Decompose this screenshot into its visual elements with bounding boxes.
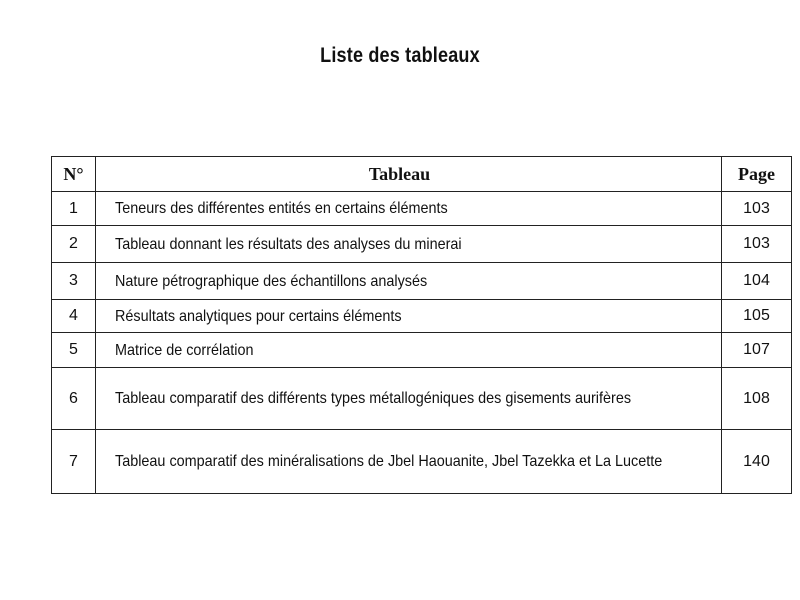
- row-title-text: Teneurs des différentes entités en certains éléments: [115, 200, 448, 217]
- list-of-tables: [51, 156, 792, 494]
- row-page: 104: [722, 263, 792, 300]
- table-row: [52, 368, 792, 430]
- page-title: Liste des tableaux: [320, 44, 480, 67]
- row-page: 108: [722, 368, 792, 430]
- row-page: 140: [722, 430, 792, 494]
- row-title-text: Nature pétrographique des échantillons analysés: [115, 272, 428, 290]
- table-row: [52, 192, 792, 226]
- header-table: Tableau: [96, 157, 722, 192]
- row-number: 6: [52, 368, 96, 430]
- header-number: N°: [52, 157, 96, 192]
- table-row: [52, 430, 792, 494]
- row-title-text: Tableau comparatif des différents types métallogéniques des gisements aurifères: [115, 390, 632, 407]
- row-number: 7: [52, 430, 96, 494]
- row-title: [96, 300, 722, 333]
- row-title: [96, 263, 722, 300]
- row-number: 4: [52, 300, 96, 333]
- table-row: [52, 333, 792, 368]
- row-title: [96, 430, 722, 494]
- row-title-text: Résultats analytiques pour certains éléments: [115, 307, 402, 325]
- row-title-text: Matrice de corrélation: [115, 341, 254, 359]
- row-page: 103: [722, 192, 792, 226]
- row-page: 105: [722, 300, 792, 333]
- row-title-text: Tableau donnant les résultats des analyses du minerai: [115, 235, 462, 253]
- row-page: 107: [722, 333, 792, 368]
- row-title: [96, 226, 722, 263]
- header-page: Page: [722, 157, 792, 192]
- table-header-row: [52, 157, 792, 192]
- row-title: [96, 192, 722, 226]
- row-number: 5: [52, 333, 96, 368]
- row-title: [96, 368, 722, 430]
- table-row: [52, 263, 792, 300]
- row-title-text: Tableau comparatif des minéralisations de Jbel Haouanite, Jbel Tazekka et La Lucette: [115, 453, 663, 470]
- row-page: 103: [722, 226, 792, 263]
- row-number: 2: [52, 226, 96, 263]
- row-number: 1: [52, 192, 96, 226]
- table-row: [52, 300, 792, 333]
- row-title: [96, 333, 722, 368]
- row-number: 3: [52, 263, 96, 300]
- table-row: [52, 226, 792, 263]
